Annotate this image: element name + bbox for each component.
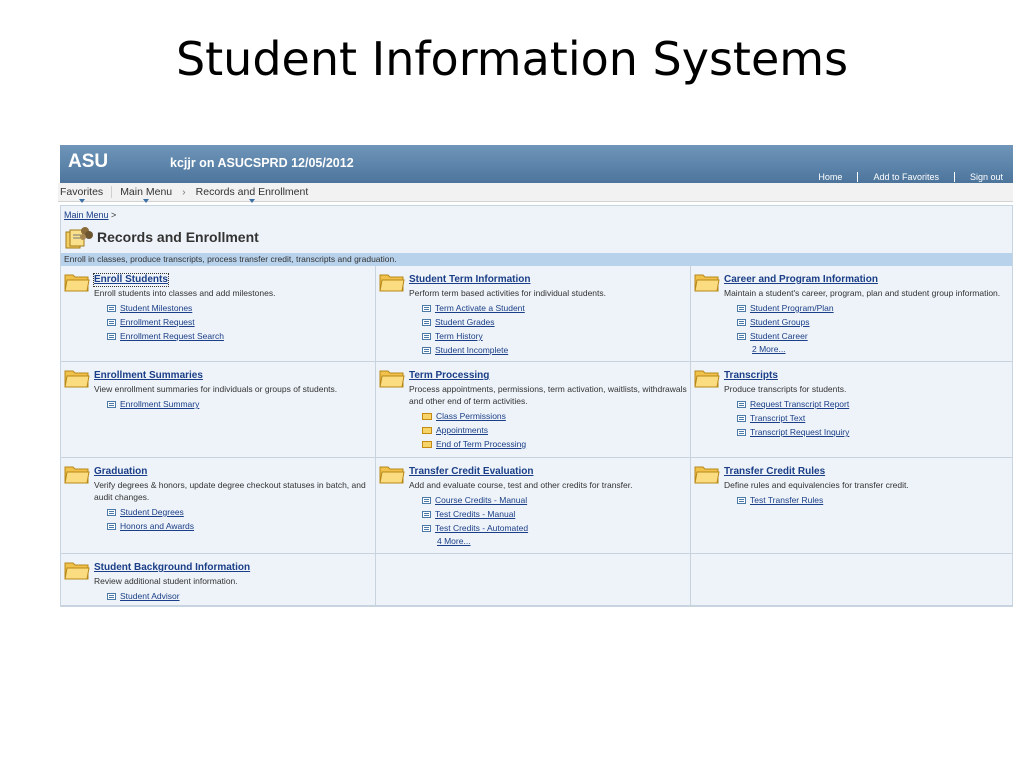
- tile-career-program-information: [691, 266, 1012, 362]
- breadcrumb: [61, 206, 1012, 222]
- header-link-divider: [857, 172, 858, 182]
- tile-title-link[interactable]: Student Background Information: [94, 562, 251, 573]
- folder-small-icon: [422, 427, 432, 434]
- page-icon: [422, 347, 431, 354]
- student-incomplete-link[interactable]: Student Incomplete: [435, 345, 509, 355]
- records-folder-icon: [64, 224, 94, 250]
- tile-transcripts: [691, 362, 1012, 458]
- honors-and-awards-link[interactable]: Honors and Awards: [120, 521, 195, 531]
- page-icon: [737, 429, 746, 436]
- home-link[interactable]: Home: [818, 172, 843, 182]
- tile-student-background-information: [61, 554, 376, 606]
- term-activate-student-link[interactable]: Term Activate a Student: [435, 303, 525, 313]
- folder-small-icon: [422, 413, 432, 420]
- end-of-term-processing-link[interactable]: End of Term Processing: [436, 439, 527, 449]
- tile-title-link[interactable]: Student Term Information: [409, 274, 531, 285]
- tile-enroll-students: [61, 266, 376, 362]
- tile-description: Define rules and equivalencies for transfer credit.: [724, 480, 909, 490]
- folder-icon: [64, 367, 90, 389]
- more-link[interactable]: 4 More...: [437, 536, 471, 546]
- tile-description: Perform term based activities for individual students.: [409, 288, 607, 298]
- transcript-text-link[interactable]: Transcript Text: [750, 413, 806, 423]
- folder-small-icon: [422, 441, 432, 448]
- header-links: [818, 172, 1003, 182]
- breadcrumb-separator: >: [111, 210, 117, 220]
- folder-icon: [694, 367, 720, 389]
- page-icon: [737, 305, 746, 312]
- tile-description: Process appointments, permissions, term activation, waitlists, withdrawals and other end of term activities.: [409, 384, 687, 406]
- tile-title-link[interactable]: Graduation: [94, 466, 148, 477]
- empty-tile: [376, 554, 691, 606]
- request-transcript-report-link[interactable]: Request Transcript Report: [750, 399, 850, 409]
- navigation-bar: [58, 183, 1013, 202]
- tile-description: Enroll students into classes and add milestones.: [94, 288, 276, 298]
- tile-title-link[interactable]: Career and Program Information: [724, 274, 878, 285]
- tile-grid: [61, 266, 1012, 606]
- tile-title-link[interactable]: Transcripts: [724, 370, 778, 381]
- tile-title-link[interactable]: Enrollment Summaries: [94, 370, 203, 381]
- page-icon: [737, 401, 746, 408]
- tile-description: Produce transcripts for students.: [724, 384, 847, 394]
- test-credits-manual-link[interactable]: Test Credits - Manual: [435, 509, 516, 519]
- page-icon: [422, 333, 431, 340]
- page-icon: [737, 319, 746, 326]
- page-icon: [107, 523, 116, 530]
- test-transfer-rules-link[interactable]: Test Transfer Rules: [750, 495, 824, 505]
- tile-description: View enrollment summaries for individuals or groups of students.: [94, 384, 338, 394]
- tile-transfer-credit-evaluation: [376, 458, 691, 554]
- more-link[interactable]: 2 More...: [752, 344, 786, 354]
- page-icon: [422, 319, 431, 326]
- tile-description: Review additional student information.: [94, 576, 238, 586]
- page-icon: [107, 333, 116, 340]
- header-link-divider: [954, 172, 955, 182]
- add-to-favorites-link[interactable]: Add to Favorites: [873, 172, 939, 182]
- page-icon: [737, 415, 746, 422]
- page-icon: [737, 497, 746, 504]
- tile-title-link[interactable]: Enroll Students: [94, 274, 168, 285]
- page-icon: [107, 509, 116, 516]
- folder-icon: [694, 463, 720, 485]
- folder-icon: [379, 271, 405, 293]
- page-icon: [737, 333, 746, 340]
- nav-divider: [111, 186, 112, 198]
- appointments-link[interactable]: Appointments: [436, 425, 488, 435]
- peoplesoft-window: [60, 145, 1013, 607]
- content-area: [60, 205, 1013, 607]
- empty-tile: [691, 554, 1012, 606]
- page-icon: [422, 525, 431, 532]
- course-credits-manual-link[interactable]: Course Credits - Manual: [435, 495, 528, 505]
- tile-title-link[interactable]: Transfer Credit Evaluation: [409, 466, 534, 477]
- page-header: [61, 222, 1012, 253]
- tile-term-processing: [376, 362, 691, 458]
- breadcrumb-main-menu-link[interactable]: Main Menu: [64, 210, 109, 220]
- tile-description: Add and evaluate course, test and other credits for transfer.: [409, 480, 633, 490]
- test-credits-automated-link[interactable]: Test Credits - Automated: [435, 523, 529, 533]
- tile-graduation: [61, 458, 376, 554]
- student-milestones-link[interactable]: Student Milestones: [120, 303, 193, 313]
- page-icon: [107, 305, 116, 312]
- page-icon: [107, 319, 116, 326]
- main-menu[interactable]: Main Menu: [120, 186, 173, 198]
- folder-icon: [379, 463, 405, 485]
- page-icon: [422, 305, 431, 312]
- favorites-menu[interactable]: Favorites: [60, 186, 104, 198]
- student-groups-link[interactable]: Student Groups: [750, 317, 810, 327]
- enrollment-request-search-link[interactable]: Enrollment Request Search: [120, 331, 224, 341]
- folder-icon: [64, 271, 90, 293]
- student-career-link[interactable]: Student Career: [750, 331, 808, 341]
- tile-title-link[interactable]: Term Processing: [409, 370, 490, 381]
- folder-icon: [64, 463, 90, 485]
- chevron-right-icon: ›: [182, 186, 186, 198]
- class-permissions-link[interactable]: Class Permissions: [436, 411, 506, 421]
- folder-icon: [694, 271, 720, 293]
- header-banner: [60, 145, 1013, 183]
- term-history-link[interactable]: Term History: [435, 331, 483, 341]
- student-program-plan-link[interactable]: Student Program/Plan: [750, 303, 834, 313]
- session-info: kcjjr on ASUCSPRD 12/05/2012: [170, 156, 354, 170]
- student-advisor-link[interactable]: Student Advisor: [120, 591, 180, 601]
- tile-title-link[interactable]: Transfer Credit Rules: [724, 466, 826, 477]
- tile-student-term-information: [376, 266, 691, 362]
- current-menu-item[interactable]: Records and Enrollment: [195, 186, 309, 198]
- brand-logo: ASU: [68, 151, 109, 172]
- sign-out-link[interactable]: Sign out: [969, 172, 1003, 182]
- folder-icon: [379, 367, 405, 389]
- student-degrees-link[interactable]: Student Degrees: [120, 507, 184, 517]
- page-description: Enroll in classes, produce transcripts, process transfer credit, transcripts and graduation.: [61, 253, 1012, 266]
- page-title: Records and Enrollment: [97, 229, 259, 245]
- page-icon: [107, 401, 116, 408]
- tile-description: Verify degrees & honors, update degree checkout statuses in batch, and audit changes.: [94, 480, 366, 502]
- page-icon: [107, 593, 116, 600]
- tile-description: Maintain a student's career, program, plan and student group information.: [724, 288, 1001, 298]
- tile-enrollment-summaries: [61, 362, 376, 458]
- tile-transfer-credit-rules: [691, 458, 1012, 554]
- slide-title: Student Information Systems: [175, 32, 849, 86]
- enrollment-request-link[interactable]: Enrollment Request: [120, 317, 195, 327]
- page-icon: [422, 511, 431, 518]
- folder-icon: [64, 559, 90, 581]
- enrollment-summary-link[interactable]: Enrollment Summary: [120, 399, 200, 409]
- student-grades-link[interactable]: Student Grades: [435, 317, 495, 327]
- page-icon: [422, 497, 431, 504]
- transcript-request-inquiry-link[interactable]: Transcript Request Inquiry: [750, 427, 850, 437]
